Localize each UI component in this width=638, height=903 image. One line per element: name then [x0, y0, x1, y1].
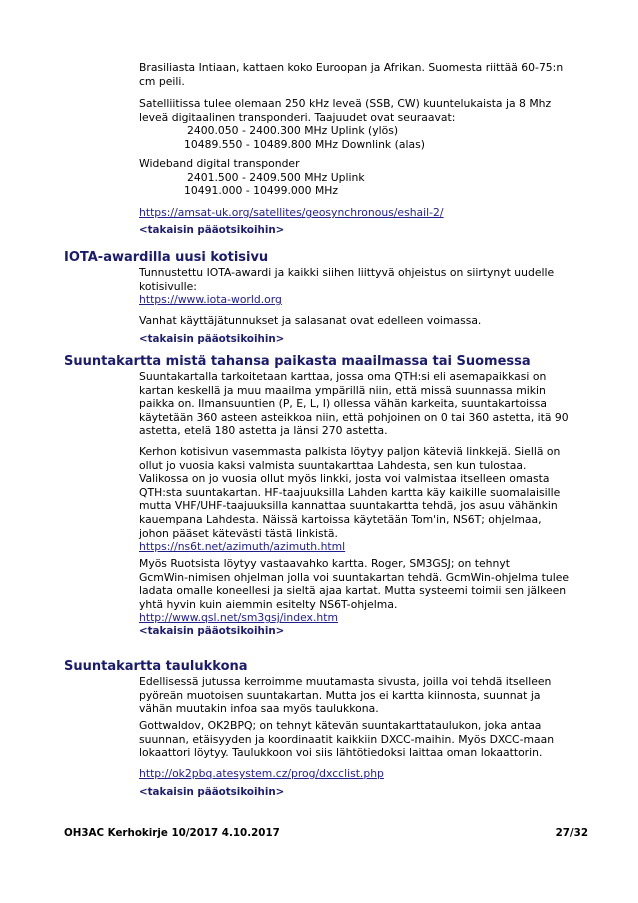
table-link-line	[139, 767, 589, 781]
wideband-paragraph	[139, 157, 589, 198]
text-line: suunnan, etäisyyden ja koordinaatit kaikkiin DXCC-maihin. Myös DXCC-maan	[139, 732, 555, 746]
text-line: ollut jo vuosia kaksi valmista suuntakarttaa Lahdesta, sen kun tulostaa.	[139, 458, 527, 472]
text-line: QTH:sta suuntakartan. HF-taajuuksilla Lahden kartta käy kaikille suomalaisille	[139, 485, 561, 499]
table-paragraph-1	[139, 675, 589, 716]
downlink-frequency: 10489.550 - 10489.800 MHz Downlink (alas)	[184, 137, 425, 151]
iota-link[interactable]: https://www.iota-world.org	[139, 293, 282, 307]
map-heading: Suuntakartta mistä tahansa paikasta maailmassa tai Suomessa	[64, 354, 531, 369]
text-line: Kerhon kotisivun vasemmasta palkista löytyy paljon käteviä linkkejä. Siellä on	[139, 445, 561, 458]
ns6t-azimuth-link[interactable]: https://ns6t.net/azimuth/azimuth.html	[139, 540, 346, 554]
text-line: yhtä hyvin kuin aiemmin esitelty NS6T-ohjelma.	[139, 597, 398, 611]
text-line: mutta VHF/UHF-taajuuksilla kannattaa suuntakartta tehdä, jos asuu vähänkin	[139, 499, 558, 513]
text-line: Myös Ruotsista löytyy vastaavahko kartta. Roger, SM3GSJ; on tehnyt	[139, 557, 510, 570]
text-line: Valikossa on jo vuosia ollut myös linkki, josta voi valmistaa itselleen omasta	[139, 472, 550, 486]
text-line: Suuntakartalla tarkoitetaan karttaa, jossa oma QTH:si eli asemapaikkasi on	[139, 370, 547, 383]
text-line: pyöreän muotoisen suuntakartan. Mutta jos ei kartta kiinnosta, suunnat ja	[139, 688, 541, 702]
map-paragraph-1	[139, 370, 589, 438]
iota-heading: IOTA-awardilla uusi kotisivu	[64, 250, 269, 265]
text-line: johon pääset kätevästi tästä linkistä.	[139, 526, 338, 540]
text-line: leveä digitaalinen transponderi. Taajuudet ovat seuraavat:	[139, 110, 456, 124]
wideband-downlink: 10491.000 - 10499.000 MHz	[184, 184, 339, 198]
back-to-headlines-link[interactable]: <takaisin pääotsikoihin>	[139, 625, 285, 637]
map-paragraph-2	[139, 445, 589, 554]
back-to-headlines-link[interactable]: <takaisin pääotsikoihin>	[139, 786, 285, 798]
text-line: käytetään 360 asteen asteikkoa niin, että pohjoinen on 0 tai 360 astetta, itä 90	[139, 410, 569, 424]
wideband-uplink: 2401.500 - 2409.500 MHz Uplink	[187, 170, 365, 184]
footer-publication: OH3AC Kerhokirje 10/2017 4.10.2017	[64, 827, 280, 839]
text-line: kotisivulle:	[139, 279, 197, 293]
text-line: Tunnustettu IOTA-awardi ja kaikki siihen liittyvä ohjeistus on siirtynyt uudelle	[139, 266, 555, 279]
text-line: cm peili.	[139, 74, 185, 88]
text-line: kauempana Lahdesta. Näissä kartoissa käytetään Tom'in, NS6T; ohjelmaa,	[139, 512, 542, 526]
text-line: Edellisessä jutussa kerroimme muutamasta sivusta, joilla voi tehdä itselleen	[139, 675, 552, 688]
iota-paragraph-2: Vanhat käyttäjätunnukset ja salasanat ovat edelleen voimassa.	[139, 314, 482, 327]
back-to-headlines-link[interactable]: <takaisin pääotsikoihin>	[139, 224, 285, 236]
iota-paragraph-1	[139, 266, 589, 307]
text-line: lokaattori löytyy. Taulukkoon voi siis lähtötiedoksi laittaa oman lokaattorin.	[139, 746, 543, 760]
sm3gsj-link[interactable]: http://www.qsl.net/sm3gsj/index.htm	[139, 611, 338, 625]
back-to-headlines-link[interactable]: <takaisin pääotsikoihin>	[139, 333, 285, 345]
text-line: Brasiliasta Intiaan, kattaen koko Euroopan ja Afrikan. Suomesta riittää 60-75:n	[139, 61, 564, 74]
text-line: ladata omalle koneellesi ja sieltä ajaa kartat. Mutta systeemi toimii sen jälkeen	[139, 584, 567, 598]
eshail-link-line	[139, 206, 589, 220]
eshail-paragraph-2	[139, 97, 589, 151]
text-line: kartan keskellä ja muu maailma ympärillä niin, että missä suunnassa mikin	[139, 383, 546, 397]
table-heading: Suuntakartta taulukkona	[64, 659, 248, 674]
map-paragraph-3	[139, 557, 589, 625]
text-line: Wideband digital transponder	[139, 157, 300, 170]
text-line: vähän muutakin infoa saa myös taulukkona.	[139, 702, 379, 716]
text-line: Satelliitissa tulee olemaan 250 kHz leveä (SSB, CW) kuuntelukaista ja 8 Mhz	[139, 97, 552, 110]
ok2pbq-dxcc-link[interactable]: http://ok2pbq.atesystem.cz/prog/dxcclist.php	[139, 767, 384, 780]
text-line: paikka on. Ilmansuuntien (P, E, L, I) ollessa vähän karkeita, suuntakartoissa	[139, 397, 548, 411]
uplink-frequency: 2400.050 - 2400.300 MHz Uplink (ylös)	[187, 124, 399, 138]
footer-page-number: 27/32	[555, 827, 588, 839]
amsat-link[interactable]: https://amsat-uk.org/satellites/geosynchronous/eshail-2/	[139, 206, 444, 219]
table-paragraph-2	[139, 719, 589, 760]
text-line: Gottwaldov, OK2BPQ; on tehnyt kätevän suuntakarttataulukon, joka antaa	[139, 719, 542, 732]
text-line: astetta, etelä 180 astetta ja länsi 270 astetta.	[139, 424, 388, 438]
text-line: GcmWin-nimisen ohjelman jolla voi suuntakartan tehdä. GcmWin-ohjelma tulee	[139, 570, 569, 584]
eshail-paragraph-1	[139, 61, 589, 88]
